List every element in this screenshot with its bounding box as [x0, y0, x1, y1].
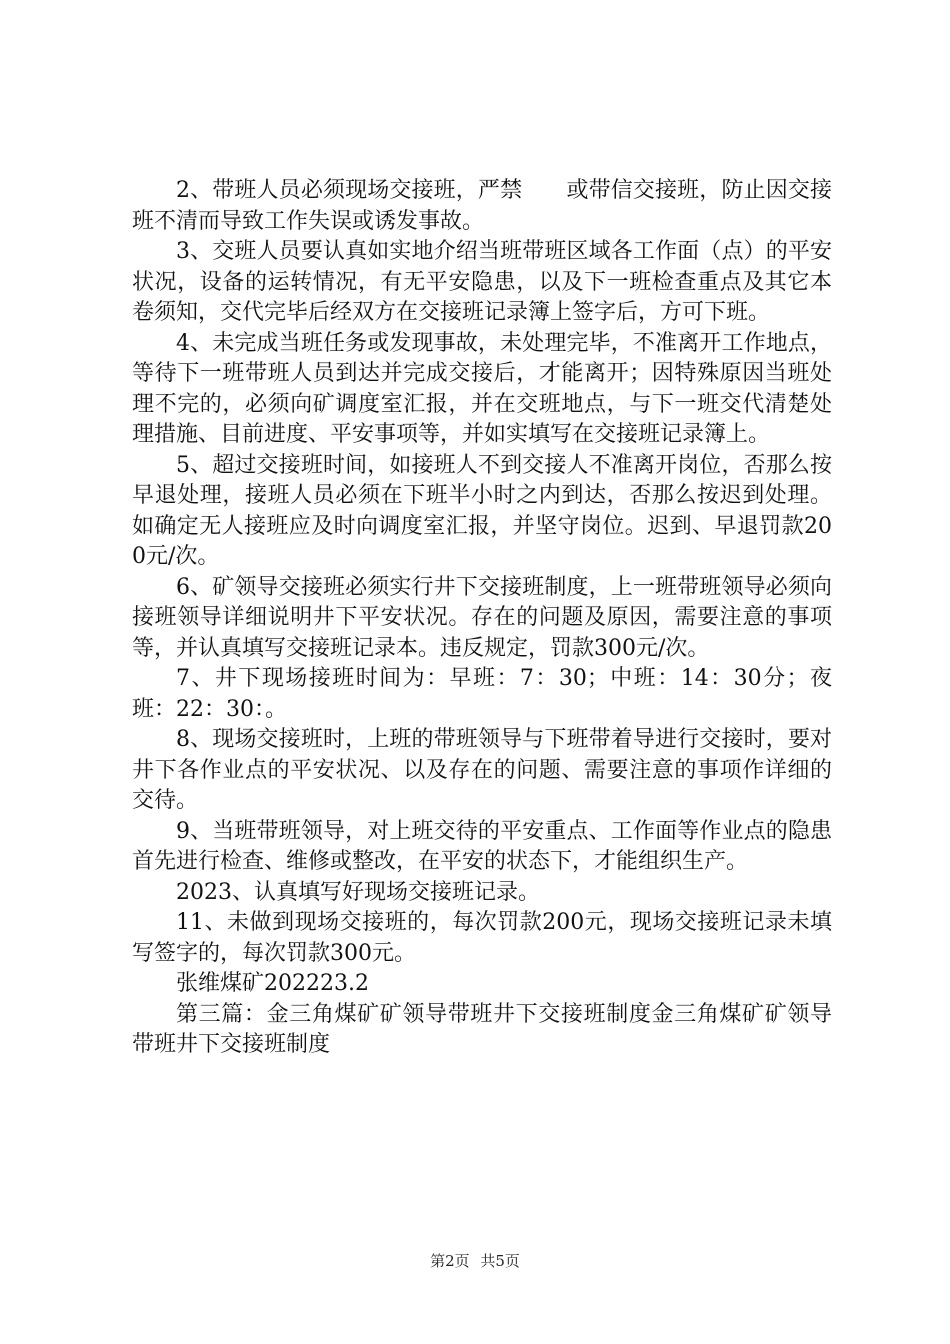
paragraph-item-2: 2、带班人员必须现场交接班，严禁 或带信交接班，防止因交接班不清而导致工作失误或诱发事故。 — [132, 178, 832, 234]
page-footer — [0, 1250, 950, 1271]
paragraph-item-10: 2023、认真填写好现场交接班记录。 — [176, 879, 540, 905]
paragraph-item-9: 9、当班带班领导，对上班交待的平安重点、工作面等作业点的隐患首先进行检查、维修或整改，在平安的状态下，才能组织生产。 — [132, 818, 832, 874]
section-heading-part-three: 第三篇：金三角煤矿矿领导带班井下交接班制度金三角煤矿矿领导带班井下交接班制度 — [132, 1001, 832, 1057]
paragraph-item-6: 6、矿领导交接班必须实行井下交接班制度，上一班带班领导必须向接班领导详细说明井下平安状况。存在的问题及原因，需要注意的事项等，并认真填写交接班记录本。违反规定，罚款300元/次。 — [132, 574, 832, 661]
paragraph-item-4: 4、未完成当班任务或发现事故，未处理完毕，不准离开工作地点，等待下一班带班人员到达并完成交接后，才能离开；因特殊原因当班处理不完的，必须向矿调度室汇报，并在交班地点，与下一班交代清楚处理措施、目前进度、平安事项等，并如实填写在交接班记录簿上。 — [132, 330, 832, 447]
paragraph-item-8: 8、现场交接班时，上班的带班领导与下班带着导进行交接时，要对井下各作业点的平安状况、以及存在的问题、需要注意的事项作详细的交待。 — [132, 727, 832, 813]
signature-line: 张维煤矿202223.2 — [176, 971, 369, 996]
paragraph-item-7: 7、井下现场接班时间为：早班：7：30；中班：14：30分；夜班：22：30：。 — [132, 666, 832, 722]
page-number: 第2页 — [430, 1252, 470, 1270]
paragraph-item-3: 3、交班人员要认真如实地介绍当班带班区域各工作面（点）的平安状况，设备的运转情况，有无平安隐患，以及下一班检查重点及其它本卷须知，交代完毕后经双方在交接班记录簿上签字后，方可下班。 — [132, 239, 832, 325]
page-total: 共5页 — [480, 1252, 520, 1270]
paragraph-item-11: 11、未做到现场交接班的，每次罚款200元，现场交接班记录未填写签字的，每次罚款300元。 — [132, 910, 832, 966]
paragraph-item-5: 5、超过交接班时间，如接班人不到交接人不准离开岗位，否那么按早退处理，接班人员必须在下班半小时之内到达，否那么按迟到处理。如确定无人接班应及时向调度室汇报，并坚守岗位。迟到、早退罚款200元/次。 — [132, 452, 832, 569]
document-body — [132, 176, 832, 1061]
